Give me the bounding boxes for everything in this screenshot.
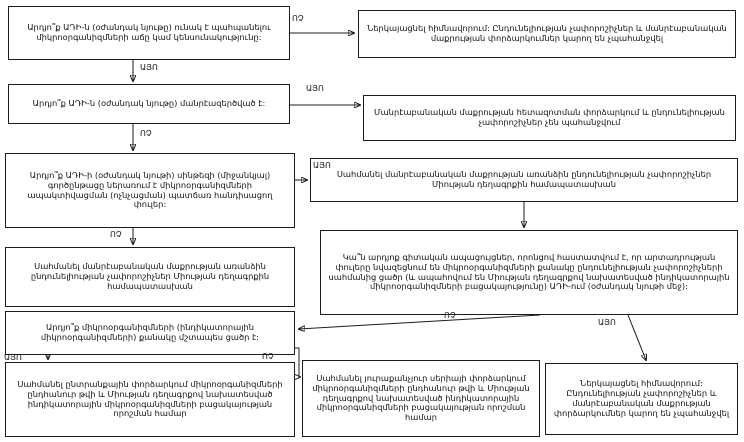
arrow-evidence-to-justify-bottom (628, 315, 646, 360)
edge-label-yes: ԱՅՈ (598, 318, 616, 327)
edge-label-no: ՈՉ (110, 230, 122, 239)
action-testing-not-required: Մանրէաբանական մաքրության հետազոտման փորձարկում և ընդունելիության չափորոշիչներ չեն պահանջվում (363, 95, 736, 141)
edge-label-yes: ԱՅՈ (4, 353, 22, 362)
arrow-evidence-to-lowcount (299, 315, 540, 329)
action-justification-bottom: Ներկայացնել հիմնավորում: Ընդունելիության չափորոշիչներ և մանրէաբանական մաքրության փորձարկումներ կարող են չպահանջվել (545, 363, 738, 435)
edge-label-yes: ԱՅՈ (306, 84, 324, 93)
action-justification-top: Ներկայացնել հիմնավորում: Ընդունելիության չափորոշիչներ և մանրէաբանական մաքրության փորձարկումներ կարող են չպահանջվել (358, 10, 736, 58)
question-scientific-evidence: Կա՞ն արդյոք գիտական ապացույցներ, որոնցով հաստատվում է, որ արտադրության փուլերը նվազեցնում են միկրոօրգանիզմների քանակը ընդունելիության չափորոշիչների սահմանից ցածր (և ապահովում են Միության դեղագրքով նախատեսված ինդիկատորային միկրոօրգանիզմների բացակայությունը) ԱԴԻ-ում (օժանդակ նյութի մեջ): (320, 230, 738, 315)
action-each-batch-testing: Սահմանել յուրաքանչյուր սերիայի փորձարկում միկրոօրգանիզմների ընդհանուր թվի և Միության դեղագրքով նախատեսված ինդիկատորային միկրոօրգանիզմների բացակայության որոշման համար (302, 360, 540, 437)
edge-label-no: ՈՉ (292, 14, 304, 23)
question-count-consistently-low: Արդյո՞ք միկրոօրգանիզմների (ինդիկատորային միկրոօրգանիզմների) քանակը մշտապես ցածր է: (5, 311, 295, 355)
question-supports-growth: Արդյո՞ք ԱԴԻ-ն (օժանդակ նյութը) ունակ է պահպանելու միկրոօրգանիզմների աճը կամ կենսունակությունը: (8, 6, 290, 60)
arrow-lowcount-to-eachbatch (295, 348, 300, 377)
question-sterile: Արդյո՞ք ԱԴԻ-ն (օժանդակ նյութը) մանրէազերծված է: (8, 84, 290, 124)
edge-label-yes: ԱՅՈ (313, 161, 331, 170)
action-criteria-pharmacopoeia-right: Սահմանել մանրէաբանական մաքրության առանձին ընդունելիության չափորոշիչներ Միության դեղագրքին համապատասխան (310, 158, 738, 202)
action-selective-testing: Սահմանել ընտրանքային փորձարկում միկրոօրգանիզմների ընդհանուր թվի և Միության դեղագրքով նախատեսված ինդիկատորային միկրոօրգանիզմների բացակայության որոշման համար (5, 362, 295, 437)
edge-label-no: ՈՉ (140, 129, 152, 138)
edge-label-no: ՈՉ (262, 352, 274, 361)
action-criteria-pharmacopoeia-left: Սահմանել մանրէաբանական մաքրության առանձին ընդունելիության չափորոշիչներ Միության դեղագրքին համապատասխան (5, 247, 295, 307)
question-inactivation-steps: Արդյո՞ք ԱԴԻ-ի (օժանդակ նյութի) սինթեզի (միջանկյալ) գործընթացը ներառում է միկրոօրգանիզմների ապակտիվացման (ոչնչացման) պատճառ հանդիսացող փուլեր: (5, 153, 295, 228)
edge-label-no: ՈՉ (444, 311, 456, 320)
edge-label-yes: ԱՅՈ (140, 63, 158, 72)
